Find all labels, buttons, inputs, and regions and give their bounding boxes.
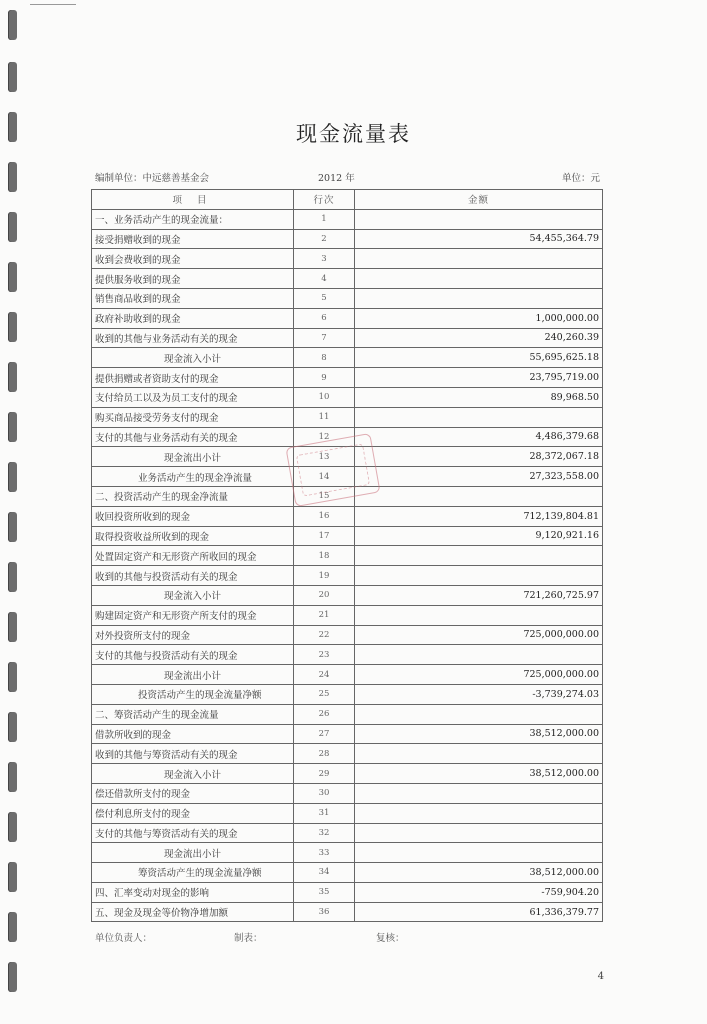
row-label: 购建固定资产和无形资产所支付的现金 xyxy=(92,605,294,625)
currency-unit: 单位：元 xyxy=(561,173,600,184)
table-row xyxy=(92,209,603,229)
row-amount xyxy=(355,843,603,863)
row-amount: 9,120,921.16 xyxy=(355,526,603,546)
top-divider xyxy=(30,4,76,5)
row-amount: 38,512,000.00 xyxy=(355,724,603,744)
row-number: 13 xyxy=(294,447,355,467)
row-amount xyxy=(355,704,603,724)
row-number: 36 xyxy=(294,902,355,922)
row-number: 22 xyxy=(294,625,355,645)
footer-responsible: 单位负责人： xyxy=(95,933,153,944)
row-label: 支付的其他与投资活动有关的现金 xyxy=(92,645,294,665)
table-row xyxy=(92,605,603,625)
row-label: 业务活动产生的现金净流量 xyxy=(92,467,294,487)
table-row xyxy=(92,665,603,685)
table-row xyxy=(92,486,603,506)
row-number: 2 xyxy=(294,229,355,249)
row-amount xyxy=(355,744,603,764)
row-amount xyxy=(355,546,603,566)
table-row xyxy=(92,566,603,586)
row-number: 24 xyxy=(294,665,355,685)
table-row xyxy=(92,249,603,269)
row-amount: 712,139,804.81 xyxy=(355,506,603,526)
table-row xyxy=(92,387,603,407)
row-number: 23 xyxy=(294,645,355,665)
row-label: 投资活动产生的现金流量净额 xyxy=(92,684,294,704)
row-label: 二、投资活动产生的现金净流量 xyxy=(92,486,294,506)
row-label: 支付给员工以及为员工支付的现金 xyxy=(92,387,294,407)
table-row xyxy=(92,783,603,803)
footer-prepared: 制表： xyxy=(234,933,263,944)
table-row xyxy=(92,269,603,289)
row-number: 7 xyxy=(294,328,355,348)
table-row xyxy=(92,882,603,902)
row-amount xyxy=(355,823,603,843)
row-number: 11 xyxy=(294,407,355,427)
row-amount xyxy=(355,209,603,229)
row-label: 销售商品收到的现金 xyxy=(92,288,294,308)
row-label: 收到的其他与业务活动有关的现金 xyxy=(92,328,294,348)
page-number: 4 xyxy=(597,971,604,982)
row-number: 4 xyxy=(294,269,355,289)
footer-reviewed: 复核： xyxy=(376,933,405,944)
row-amount xyxy=(355,486,603,506)
row-amount: 55,695,625.18 xyxy=(355,348,603,368)
table-row xyxy=(92,645,603,665)
row-label: 现金流出小计 xyxy=(92,843,294,863)
row-amount: -3,739,274.03 xyxy=(355,684,603,704)
row-label: 支付的其他与筹资活动有关的现金 xyxy=(92,823,294,843)
row-number: 17 xyxy=(294,526,355,546)
row-amount: 725,000,000.00 xyxy=(355,625,603,645)
row-amount: 27,323,558.00 xyxy=(355,467,603,487)
row-number: 20 xyxy=(294,585,355,605)
row-number: 8 xyxy=(294,348,355,368)
row-amount: -759,904.20 xyxy=(355,882,603,902)
row-amount xyxy=(355,288,603,308)
table-row xyxy=(92,843,603,863)
binder-holes xyxy=(8,0,22,1024)
row-label: 一、业务活动产生的现金流量： xyxy=(92,209,294,229)
row-number: 1 xyxy=(294,209,355,229)
table-row xyxy=(92,724,603,744)
table-row xyxy=(92,744,603,764)
row-number: 34 xyxy=(294,863,355,883)
table-row xyxy=(92,585,603,605)
row-amount xyxy=(355,407,603,427)
row-label: 现金流出小计 xyxy=(92,447,294,467)
row-amount xyxy=(355,645,603,665)
row-amount: 54,455,364.79 xyxy=(355,229,603,249)
row-number: 9 xyxy=(294,368,355,388)
header-item: 项 目 xyxy=(92,190,294,210)
header-amount: 金额 xyxy=(355,190,603,210)
table-row xyxy=(92,506,603,526)
row-label: 对外投资所支付的现金 xyxy=(92,625,294,645)
row-amount: 725,000,000.00 xyxy=(355,665,603,685)
header-row-number: 行次 xyxy=(294,190,355,210)
row-label: 接受捐赠收到的现金 xyxy=(92,229,294,249)
table-row xyxy=(92,328,603,348)
row-label: 现金流入小计 xyxy=(92,585,294,605)
row-label: 偿还借款所支付的现金 xyxy=(92,783,294,803)
row-label: 借款所收到的现金 xyxy=(92,724,294,744)
row-amount: 4,486,379.68 xyxy=(355,427,603,447)
preparing-unit: 编制单位：中远慈善基金会 xyxy=(95,173,210,184)
row-amount: 38,512,000.00 xyxy=(355,764,603,784)
row-amount xyxy=(355,249,603,269)
row-label: 支付的其他与业务活动有关的现金 xyxy=(92,427,294,447)
table-row xyxy=(92,348,603,368)
row-label: 收到的其他与投资活动有关的现金 xyxy=(92,566,294,586)
row-label: 现金流入小计 xyxy=(92,764,294,784)
row-label: 处置固定资产和无形资产所收回的现金 xyxy=(92,546,294,566)
table-row xyxy=(92,902,603,922)
row-number: 18 xyxy=(294,546,355,566)
row-amount xyxy=(355,605,603,625)
row-amount: 1,000,000.00 xyxy=(355,308,603,328)
row-amount: 28,372,067.18 xyxy=(355,447,603,467)
row-label: 收回投资所收到的现金 xyxy=(92,506,294,526)
table-row xyxy=(92,368,603,388)
row-number: 29 xyxy=(294,764,355,784)
table-row xyxy=(92,863,603,883)
row-number: 14 xyxy=(294,467,355,487)
table-row xyxy=(92,427,603,447)
row-number: 10 xyxy=(294,387,355,407)
row-amount: 38,512,000.00 xyxy=(355,863,603,883)
row-number: 21 xyxy=(294,605,355,625)
row-amount: 61,336,379.77 xyxy=(355,902,603,922)
row-label: 现金流入小计 xyxy=(92,348,294,368)
table-row xyxy=(92,625,603,645)
row-label: 提供捐赠或者资助支付的现金 xyxy=(92,368,294,388)
row-number: 16 xyxy=(294,506,355,526)
row-number: 3 xyxy=(294,249,355,269)
row-label: 收到会费收到的现金 xyxy=(92,249,294,269)
table-row xyxy=(92,407,603,427)
row-label: 二、筹资活动产生的现金流量 xyxy=(92,704,294,724)
row-number: 19 xyxy=(294,566,355,586)
row-amount: 89,968.50 xyxy=(355,387,603,407)
table-row xyxy=(92,764,603,784)
row-label: 购买商品接受劳务支付的现金 xyxy=(92,407,294,427)
row-amount: 240,260.39 xyxy=(355,328,603,348)
report-year: 2012 年 xyxy=(318,173,355,184)
row-number: 5 xyxy=(294,288,355,308)
row-amount xyxy=(355,803,603,823)
row-amount: 23,795,719.00 xyxy=(355,368,603,388)
table-row xyxy=(92,308,603,328)
row-number: 31 xyxy=(294,803,355,823)
table-row xyxy=(92,229,603,249)
row-amount xyxy=(355,269,603,289)
row-number: 25 xyxy=(294,684,355,704)
row-number: 32 xyxy=(294,823,355,843)
row-label: 提供服务收到的现金 xyxy=(92,269,294,289)
table-header xyxy=(92,190,603,210)
table-row xyxy=(92,526,603,546)
row-amount xyxy=(355,783,603,803)
table-row xyxy=(92,823,603,843)
row-label: 筹资活动产生的现金流量净额 xyxy=(92,863,294,883)
row-label: 收到的其他与筹资活动有关的现金 xyxy=(92,744,294,764)
row-number: 26 xyxy=(294,704,355,724)
row-amount: 721,260,725.97 xyxy=(355,585,603,605)
table-row xyxy=(92,704,603,724)
page-title: 现金流量表 xyxy=(296,122,411,146)
table-row xyxy=(92,684,603,704)
row-number: 6 xyxy=(294,308,355,328)
row-number: 27 xyxy=(294,724,355,744)
table-row xyxy=(92,467,603,487)
table-row xyxy=(92,288,603,308)
table-row xyxy=(92,447,603,467)
row-label: 取得投资收益所收到的现金 xyxy=(92,526,294,546)
row-number: 33 xyxy=(294,843,355,863)
row-label: 五、现金及现金等价物净增加额 xyxy=(92,902,294,922)
row-amount xyxy=(355,566,603,586)
row-label: 偿付利息所支付的现金 xyxy=(92,803,294,823)
row-number: 30 xyxy=(294,783,355,803)
row-label: 政府补助收到的现金 xyxy=(92,308,294,328)
row-number: 12 xyxy=(294,427,355,447)
row-number: 28 xyxy=(294,744,355,764)
table-row xyxy=(92,803,603,823)
table-row xyxy=(92,546,603,566)
cash-flow-table xyxy=(91,189,603,922)
row-number: 35 xyxy=(294,882,355,902)
row-label: 现金流出小计 xyxy=(92,665,294,685)
row-number: 15 xyxy=(294,486,355,506)
row-label: 四、汇率变动对现金的影响 xyxy=(92,882,294,902)
